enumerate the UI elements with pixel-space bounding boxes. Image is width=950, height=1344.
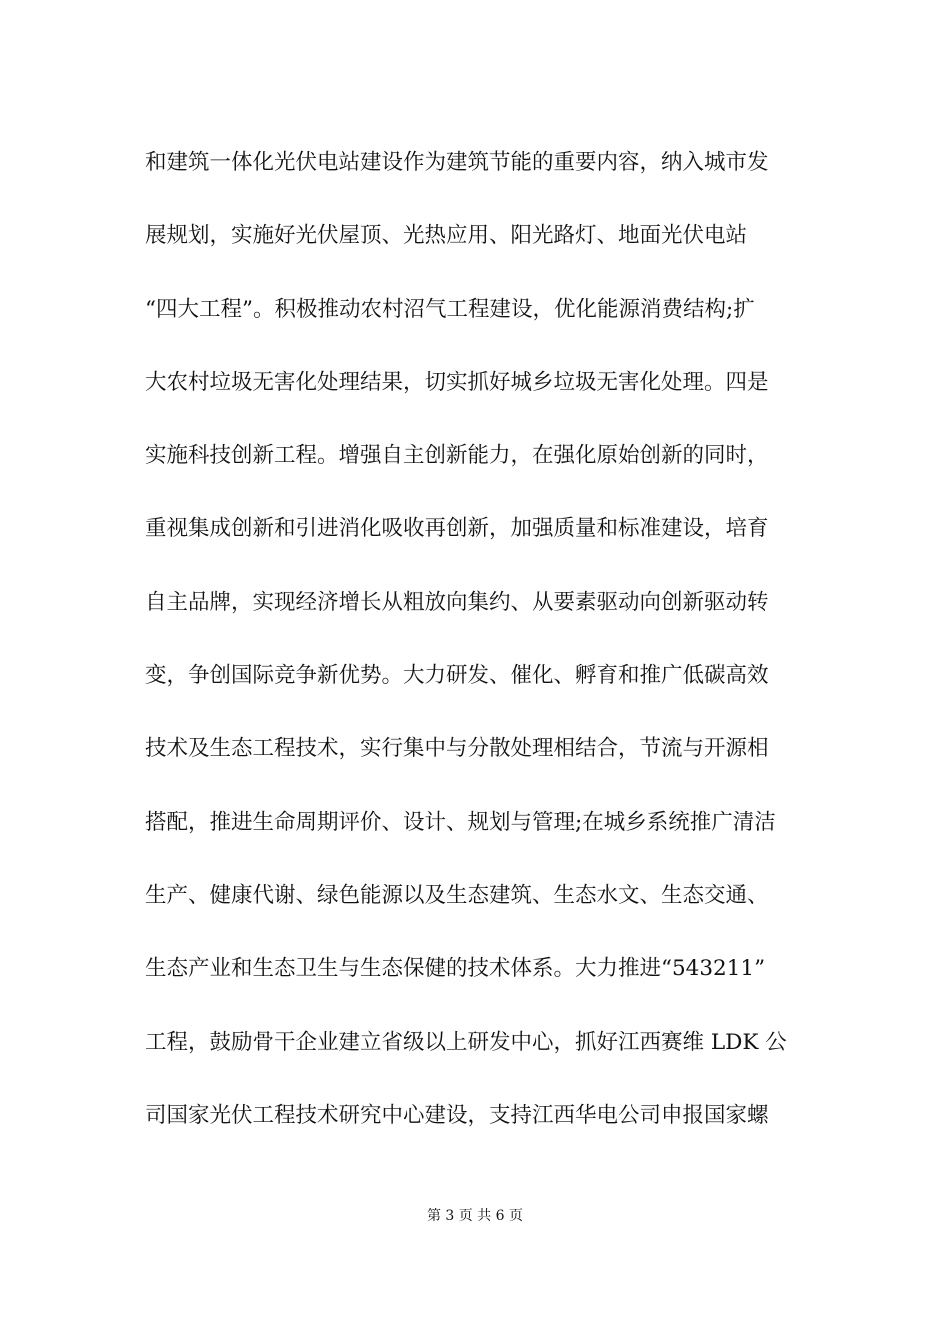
page-number-footer: 第 3 页 共 6 页 (426, 1208, 524, 1224)
text-line: 变，争创国际竞争新优势。大力研发、催化、孵育和推广低碳高效 (145, 663, 769, 689)
text-line: 实施科技创新工程。增强自主创新能力，在强化原始创新的同时， (145, 443, 769, 469)
text-line: 大农村垃圾无害化处理结果，切实抓好城乡垃圾无害化处理。四是 (145, 369, 769, 395)
body-text (145, 135, 815, 1144)
text-line: 生产、健康代谢、绿色能源以及生态建筑、生态水文、生态交通、 (145, 882, 769, 908)
text-line: 搭配，推进生命周期评价、设计、规划与管理;在城乡系统推广清洁 (145, 809, 776, 835)
text-line: “四大工程”。积极推动农村沼气工程建设，优化能源消费结构;扩 (145, 296, 755, 322)
text-line: 自主品牌，实现经济增长从粗放向集约、从要素驱动向创新驱动转 (145, 589, 769, 615)
text-line: 司国家光伏工程技术研究中心建设，支持江西华电公司申报国家螺 (145, 1102, 769, 1128)
text-line: 重视集成创新和引进消化吸收再创新，加强质量和标准建设，培育 (145, 516, 769, 542)
text-line: 和建筑一体化光伏电站建设作为建筑节能的重要内容，纳入城市发 (145, 150, 769, 175)
text-line: 生态产业和生态卫生与生态保健的技术体系。大力推进“543211” (145, 956, 766, 982)
text-line: 技术及生态工程技术，实行集中与分散处理相结合，节流与开源相 (145, 736, 769, 762)
text-line: 工程，鼓励骨干企业建立省级以上研发中心，抓好江西赛维 LDK 公 (145, 1029, 787, 1055)
text-line: 展规划，实施好光伏屋顶、光热应用、阳光路灯、地面光伏电站 (145, 223, 748, 249)
